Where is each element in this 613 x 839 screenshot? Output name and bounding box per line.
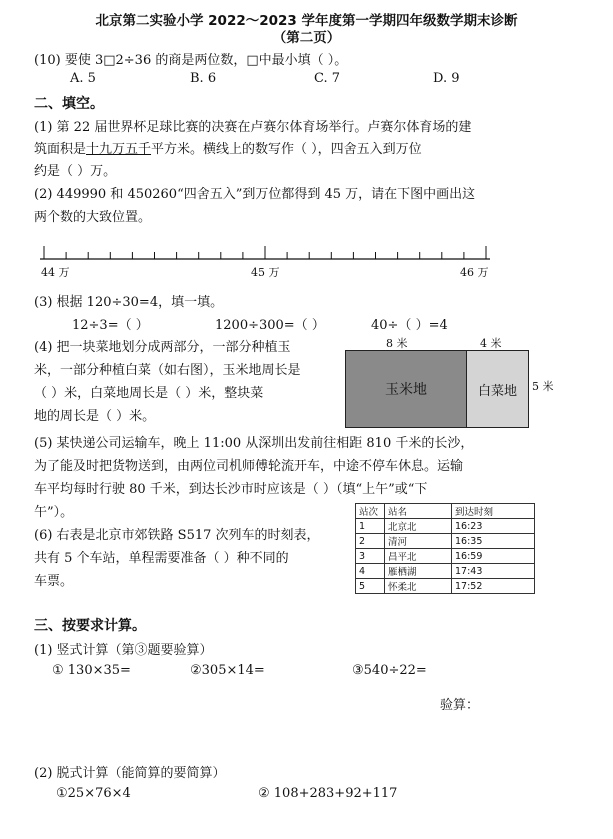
table-cell: 怀柔北 xyxy=(385,579,452,594)
table-cell: 5 xyxy=(356,579,385,594)
table-cell: 17:52 xyxy=(452,579,535,594)
q1-line-2 xyxy=(34,138,422,157)
timetable-header-row xyxy=(356,504,535,519)
q1-underlined-number: 十九万五千 xyxy=(86,142,152,157)
table-cell: 雁栖湖 xyxy=(385,564,452,579)
q1-line-3: 约是（ ）万。 xyxy=(34,164,117,179)
q6-line-1: (6) 右表是北京市郊铁路 S517 次列车的时刻表， xyxy=(34,528,320,543)
q5-line-4: 午”）。 xyxy=(34,505,74,520)
page-number-label: （第二页） xyxy=(272,30,341,46)
q2-line-1: (2) 449990 和 450260“四舍五入”到万位都得到 45 万，请在下图中画出这 xyxy=(34,187,476,202)
table-cell: 17:43 xyxy=(452,564,535,579)
timetable-header-cell: 站名 xyxy=(385,504,452,519)
q10-option-d: D. 9 xyxy=(433,71,460,86)
table-cell: 16:35 xyxy=(452,534,535,549)
q4-line-2: 米，一部分种植白菜（如右图），玉米地周长是 xyxy=(34,363,301,378)
q10-option-a: A. 5 xyxy=(70,71,96,86)
table-cell: 16:59 xyxy=(452,549,535,564)
plot-length-4m: 4 米 xyxy=(480,337,502,350)
stepwise-calc-item-1: ①25×76×4 xyxy=(56,786,131,801)
q1-text-a: 筑面积是 xyxy=(34,142,87,157)
q3-stem: (3) 根据 120÷30=4，填一填。 xyxy=(34,295,224,310)
table-row xyxy=(356,534,535,549)
number-line xyxy=(40,246,490,260)
table-row xyxy=(356,519,535,534)
q10-option-c: C. 7 xyxy=(314,71,341,86)
stepwise-calc-title: (2) 脱式计算（能简算的要简算） xyxy=(34,766,226,781)
q10-stem: (10) 要使 3□2÷36 的商是两位数，□中最小填（ ）。 xyxy=(34,53,348,68)
section-3-heading: 三、按要求计算。 xyxy=(34,618,146,634)
stepwise-calc-item-2: ② 108+283+92+117 xyxy=(258,786,398,801)
section-2-heading: 二、填空。 xyxy=(34,96,104,112)
check-label: 验算： xyxy=(440,698,480,713)
q6-line-3: 车票。 xyxy=(34,574,74,589)
q3-item-1: 12÷3=（ ） xyxy=(72,318,149,333)
ruler-label-44: 44 万 xyxy=(41,266,70,279)
q2-line-2: 两个数的大致位置。 xyxy=(34,210,152,225)
q4-line-4: 地的周长是（ ）米。 xyxy=(34,409,156,424)
table-cell: 16:23 xyxy=(452,519,535,534)
table-cell: 4 xyxy=(356,564,385,579)
table-cell: 昌平北 xyxy=(385,549,452,564)
q4-line-1: (4) 把一块菜地划分成两部分，一部分种植玉 xyxy=(34,340,291,355)
cabbage-field-label: 白菜地 xyxy=(477,383,517,399)
q5-line-2: 为了能及时把货物送到，由两位司机师傅轮流开车，中途不停车休息。运输 xyxy=(34,459,464,474)
plot-width-5m: 5 米 xyxy=(532,380,554,393)
ruler-label-45: 45 万 xyxy=(251,266,280,279)
q3-item-2: 1200÷300=（ ） xyxy=(215,318,325,333)
table-cell: 2 xyxy=(356,534,385,549)
table-cell: 1 xyxy=(356,519,385,534)
table-cell: 3 xyxy=(356,549,385,564)
q3-item-3: 40÷（ ）=4 xyxy=(371,318,448,333)
vertical-calc-title: (1) 竖式计算（第③题要验算） xyxy=(34,643,213,658)
vegetable-plot-figure xyxy=(345,350,529,428)
vertical-calc-item-1: ① 130×35= xyxy=(52,663,131,678)
q10-option-b: B. 6 xyxy=(190,71,217,86)
q1-text-b: 平方米。横线上的数写作（ ），四舍五入到万位 xyxy=(151,142,422,157)
q5-line-1: (5) 某快递公司运输车，晚上 11:00 从深圳出发前往相距 810 千米的长沙， xyxy=(34,436,474,451)
corn-field xyxy=(346,351,467,427)
table-cell: 清河 xyxy=(385,534,452,549)
table-row xyxy=(356,579,535,594)
cabbage-field xyxy=(467,351,528,427)
vertical-calc-item-2: ②305×14= xyxy=(190,663,265,678)
ruler-label-46: 46 万 xyxy=(460,266,489,279)
corn-field-label: 玉米地 xyxy=(385,382,427,398)
timetable-header-cell: 到达时刻 xyxy=(452,504,535,519)
table-row xyxy=(356,564,535,579)
table-row xyxy=(356,549,535,564)
train-timetable xyxy=(355,503,535,594)
q1-line-1: (1) 第 22 届世界杯足球比赛的决赛在卢赛尔体育场举行。卢赛尔体育场的建 xyxy=(34,120,472,135)
timetable-header-cell: 站次 xyxy=(356,504,385,519)
q6-line-2: 共有 5 个车站，单程需要准备（ ）种不同的 xyxy=(34,551,289,566)
vertical-calc-item-3: ③540÷22= xyxy=(352,663,427,678)
table-cell: 北京北 xyxy=(385,519,452,534)
plot-length-8m: 8 米 xyxy=(386,337,408,350)
q5-line-3: 车平均每时行驶 80 千米，到达长沙市时应该是（ ）（填“上午”或“下 xyxy=(34,482,428,497)
q4-line-3: （ ）米，白菜地周长是（ ）米，整块菜 xyxy=(34,386,264,401)
page-title: 北京第二实验小学 2022～2023 学年度第一学期四年级数学期末诊断 xyxy=(95,13,518,29)
